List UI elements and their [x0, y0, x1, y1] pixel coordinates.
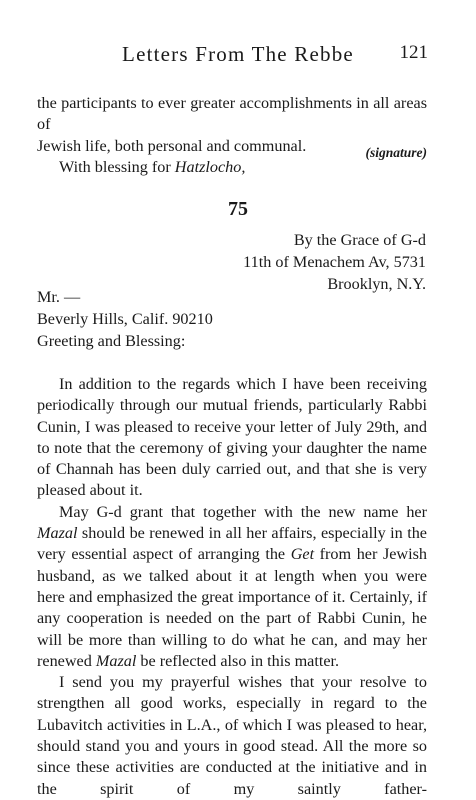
- recipient-line: Beverly Hills, Calif. 90210: [37, 309, 213, 328]
- letter-body: [37, 374, 427, 800]
- running-head: [0, 38, 476, 68]
- closing-line: Jewish life, both personal and communal.: [37, 136, 307, 155]
- recipient: [37, 287, 213, 330]
- paragraph: [37, 374, 427, 502]
- text-run: May G-d grant that together with the new name her: [59, 502, 427, 521]
- paragraph: [37, 672, 427, 800]
- paragraph: [37, 502, 427, 672]
- letter-number: 75: [228, 198, 248, 220]
- italic-term: Mazal: [37, 524, 78, 543]
- blessing-italic: Hatzlocho,: [174, 157, 246, 176]
- signature: (signature): [365, 145, 427, 160]
- previous-letter-closing: [37, 93, 427, 178]
- recipient-line: Mr. —: [37, 288, 81, 306]
- text-run: from her Jewish husband, as we talked about it at length when you were here and emphasized the great importance of it. Certainly, if any cooperation is needed on the part of Rabbi Cunin, he will be more than willing to do what he can, and may her renewed: [37, 545, 428, 670]
- greeting: Greeting and Blessing:: [37, 332, 186, 350]
- dateline: [243, 230, 426, 295]
- closing-line: the participants to ever greater accomplishments in all areas of: [37, 94, 427, 134]
- text-run: be reflected also in this matter.: [136, 651, 340, 670]
- dateline-line: By the Grace of G-d: [293, 231, 426, 249]
- page-number: 121: [399, 42, 428, 63]
- text-run: should be renewed in all her affairs, especially in the very essential aspect of arranging the: [37, 524, 427, 564]
- italic-term: Mazal: [95, 651, 137, 670]
- blessing-prefix: With blessing for: [59, 157, 175, 176]
- text-run: In addition to the regards which I have been receiving periodically through our mutual friends, particularly Rabbi Cunin, I was pleased to receive your letter of July 29th, and to note that the ceremony of giving your daughter the name of Channah has been duly carried out, and that she is very pleased about it.: [37, 375, 427, 500]
- text-run: I send you my prayerful wishes that your resolve to strengthen all good works, especially in regard to the Lubavitch activities in L.A., of which I was pleased to hear, should stand you and yours in good stead. All the more so since these activities are conducted at the initiative and in the spirit of my saintly father-: [37, 673, 427, 798]
- running-title: Letters From The Rebbe: [122, 42, 354, 66]
- italic-term: Get: [290, 545, 315, 564]
- dateline-line: Brooklyn, N.Y.: [327, 274, 426, 293]
- dateline-line: 11th of Menachem Av, 5731: [243, 252, 426, 271]
